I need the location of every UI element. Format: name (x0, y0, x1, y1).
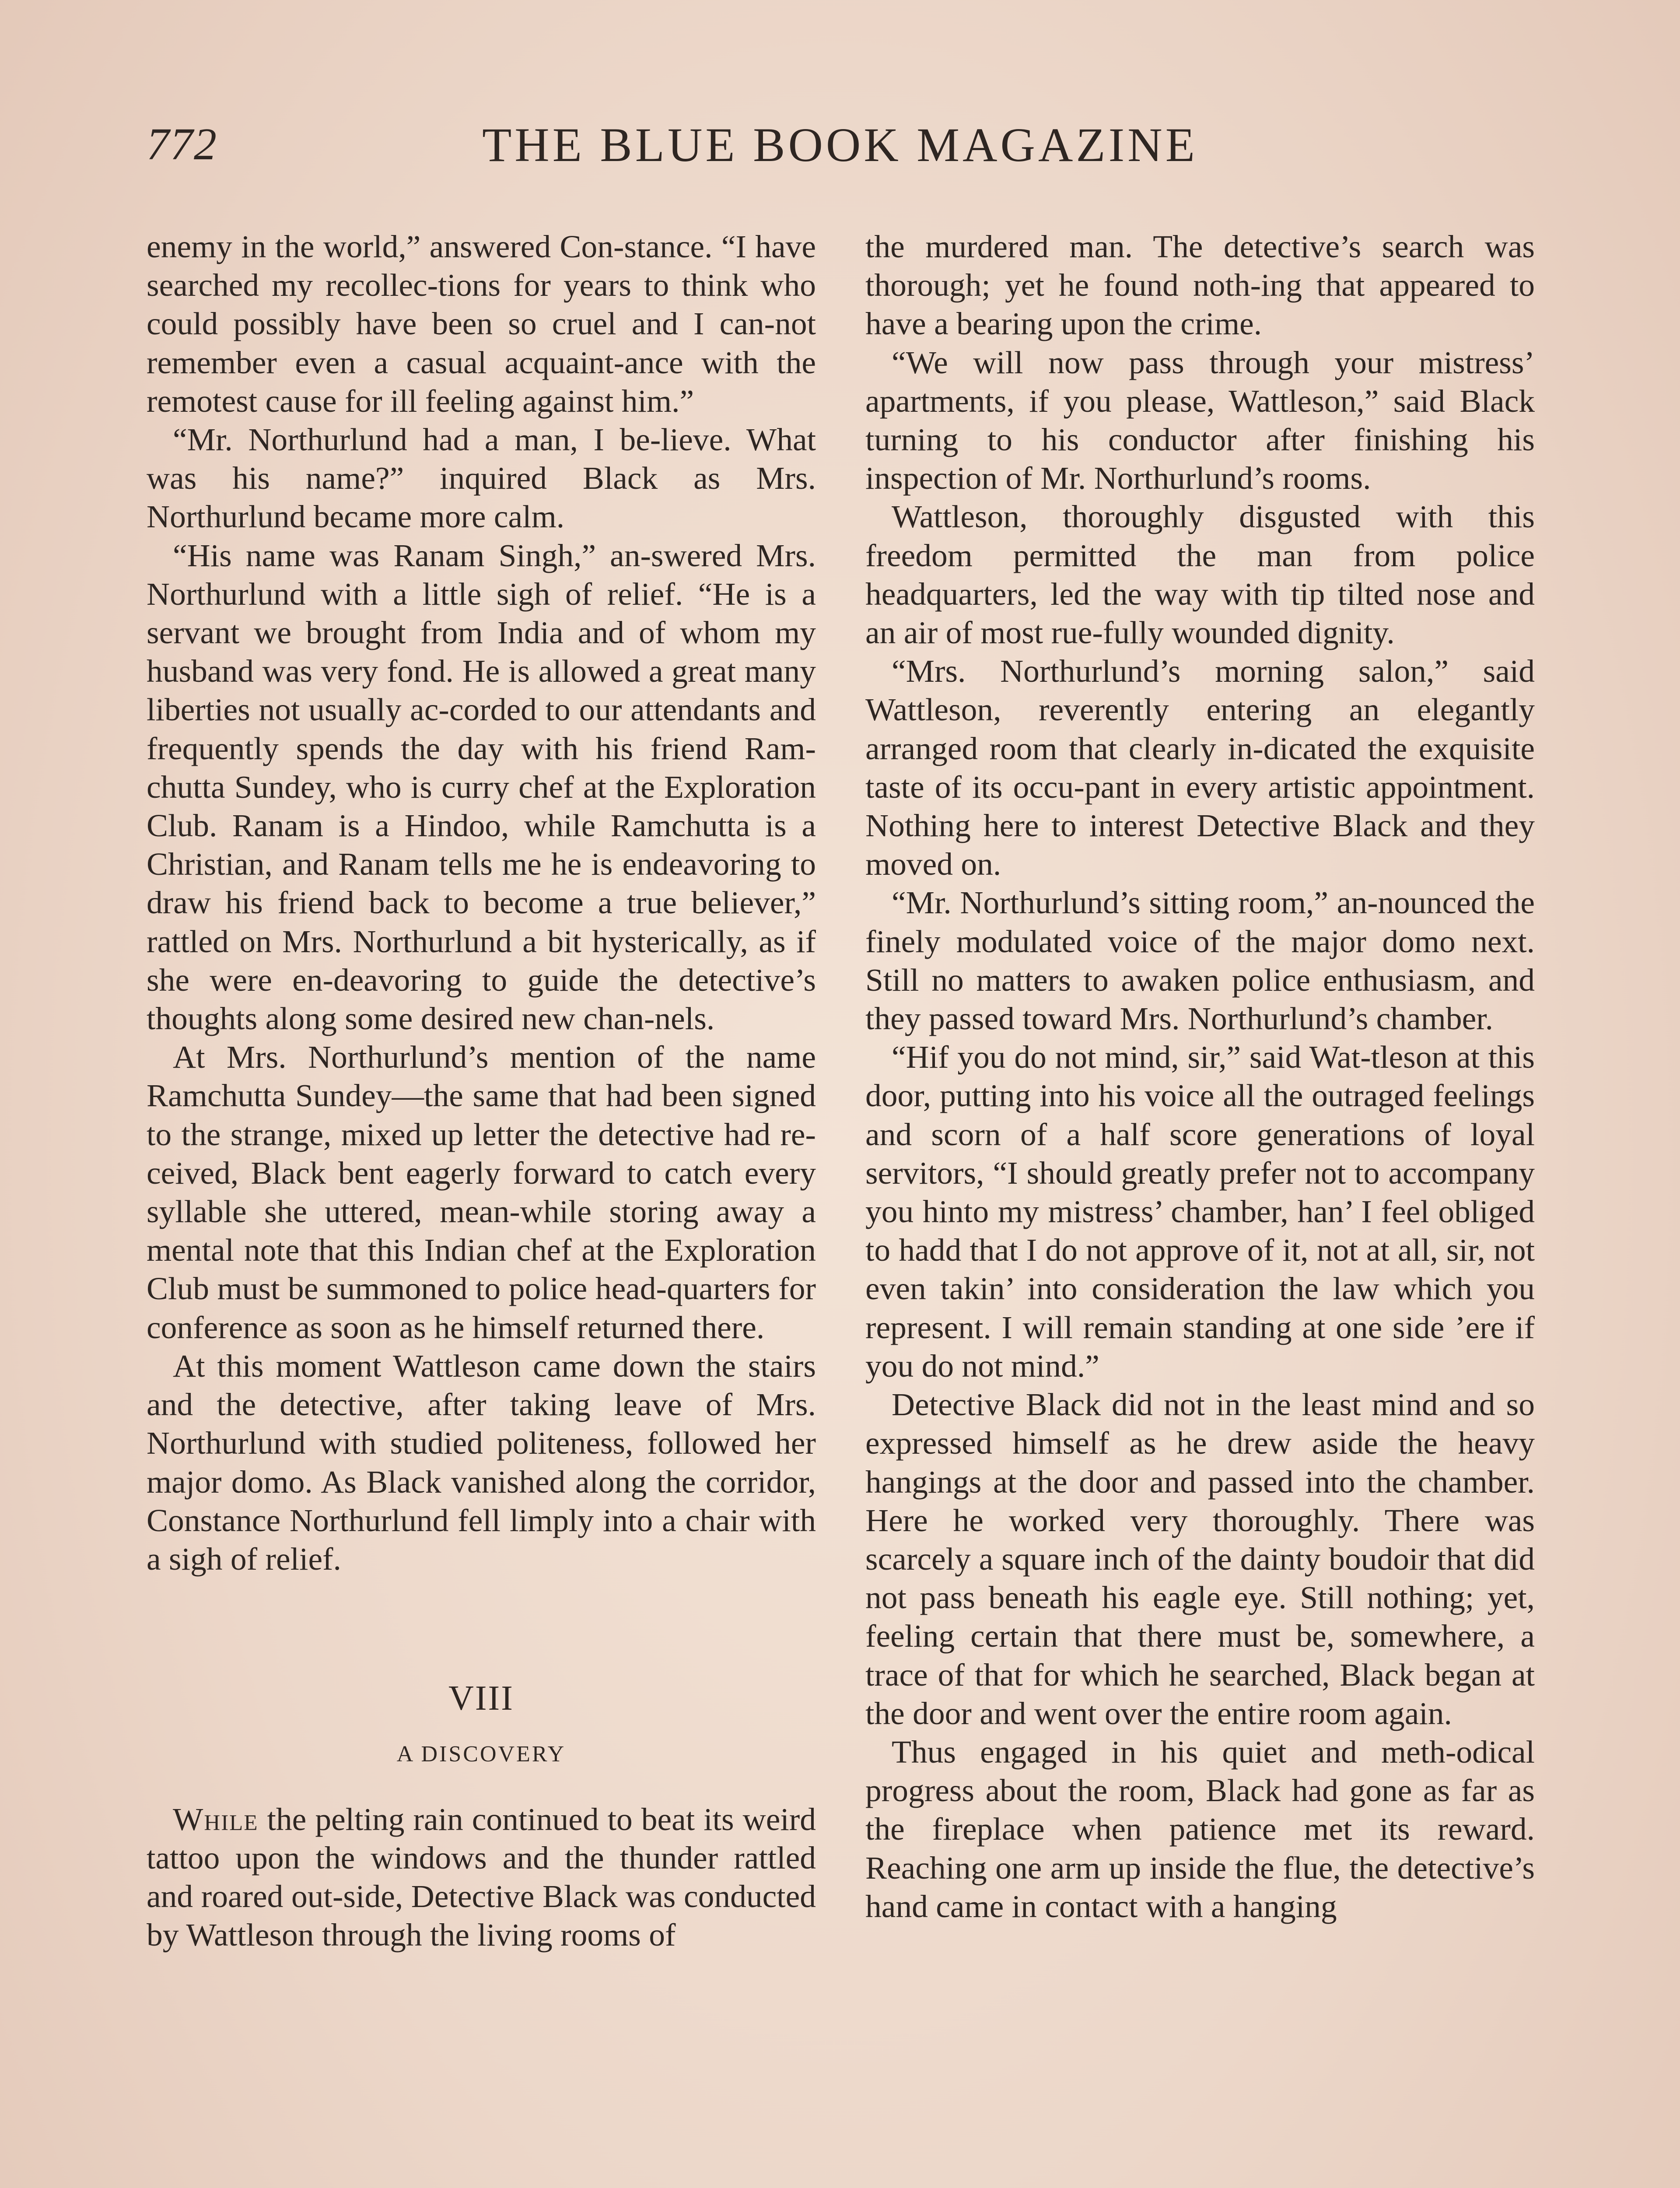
paragraph: “We will now pass through your mistress’ apartments, if you please, Wattleson,” said Black turning to his conductor after finishing his inspection of Mr. Northurlund’s rooms. (865, 344, 1535, 496)
paragraph: enemy in the world,” answered Con-stance. “I have searched my recollec-tions for years to think who could possibly have been so cruel and I can-not remember even a casual acquaint-ance with the remotest cause for ill feeling against him.” (147, 229, 816, 419)
paragraph: At this moment Wattleson came down the stairs and the detective, after taking leave of Mrs. Northurlund with studied politeness, followed her major domo. As Black vanished along the corridor, Constance Northurlund fell limply into a chair with a sigh of relief. (147, 1348, 816, 1577)
paragraph: Detective Black did not in the least mind and so expressed himself as he drew aside the heavy hangings at the door and passed into the chamber. Here he worked very thoroughly. There was scarcely a square inch of the dainty boudoir that did not pass beneath his eagle eye. Still nothing; yet, feeling certain that there must be, somewhere, a trace of that for which he searched, Black began at the door and went over the entire room again. (865, 1387, 1535, 1731)
right-column (865, 228, 1535, 1926)
paragraph-text: the pelting rain continued to beat its weird tattoo upon the windows and the thunder rattled and roared out-side, Detective Black was conducted by Wattleson through the living rooms of (147, 1801, 816, 1953)
drop-lead-word: While (173, 1801, 259, 1837)
paragraph: the murdered man. The detective’s search was thorough; yet he found noth-ing that appeared to have a bearing upon the crime. (865, 229, 1535, 342)
paragraph: Wattleson, thoroughly disgusted with this freedom permitted the man from police headquarters, led the way with tip tilted nose and an air of most rue-fully wounded dignity. (865, 499, 1535, 651)
paragraph: At Mrs. Northurlund’s mention of the name Ramchutta Sundey—the same that had been signed to the strange, mixed up letter the detective had re-ceived, Black bent eagerly forward to catch every syllable she uttered, mean-while storing away a mental note that this Indian chef at the Exploration Club must be summoned to police head-quarters for conference as soon as he himself returned there. (147, 1039, 816, 1345)
paragraph: “Mrs. Northurlund’s morning salon,” said Wattleson, reverently entering an elegantly arranged room that clearly in-dicated the exquisite taste of its occu-pant in every artistic appointment. Nothing here to interest Detective Black and they moved on. (865, 653, 1535, 882)
chapter-title: A DISCOVERY (396, 1742, 566, 1767)
paragraph: “His name was Ranam Singh,” an-swered Mrs. Northurlund with a little sigh of relief. “He is a servant we brought from India and of whom my husband was very fond. He is allowed a great many liberties not usually ac-corded to our attendants and frequently spends the day with his friend Ram-chutta Sundey, who is curry chef at the Exploration Club. Ranam is a Hindoo, while Ramchutta is a Christian, and Ranam tells me he is endeavoring to draw his friend back to become a true believer,” rattled on Mrs. Northurlund a bit hysterically, as if she were en-deavoring to guide the detective’s thoughts along some desired new chan-nels. (147, 537, 816, 1037)
running-head: THE BLUE BOOK MAGAZINE (482, 118, 1198, 172)
paragraph (147, 1800, 816, 1955)
page-number: 772 (147, 119, 217, 169)
chapter-number: VIII (448, 1679, 514, 1718)
paragraph: “Hif you do not mind, sir,” said Wat-tleson at this door, putting into his voice all the outraged feelings and scorn of a half score generations of loyal servitors, “I should greatly prefer not to accompany you hinto my mistress’ chamber, han’ I feel obliged to hadd that I do not approve of it, not at all, sir, not even takin’ into consideration the law which you represent. I will remain standing at one side ’ere if you do not mind.” (865, 1039, 1535, 1384)
paragraph: Thus engaged in his quiet and meth-odical progress about the room, Black had gone as far as the fireplace when patience met its reward. Reaching one arm up inside the flue, the detective’s hand came in contact with a hanging (865, 1734, 1535, 1924)
paragraph: “Mr. Northurlund had a man, I be-lieve. What was his name?” inquired Black as Mrs. Northurlund became more calm. (147, 422, 816, 535)
left-column (147, 228, 816, 1954)
paragraph: “Mr. Northurlund’s sitting room,” an-nounced the finely modulated voice of the major domo next. Still no matters to awaken police enthusiasm, and they passed toward Mrs. Northurlund’s chamber. (865, 885, 1535, 1037)
